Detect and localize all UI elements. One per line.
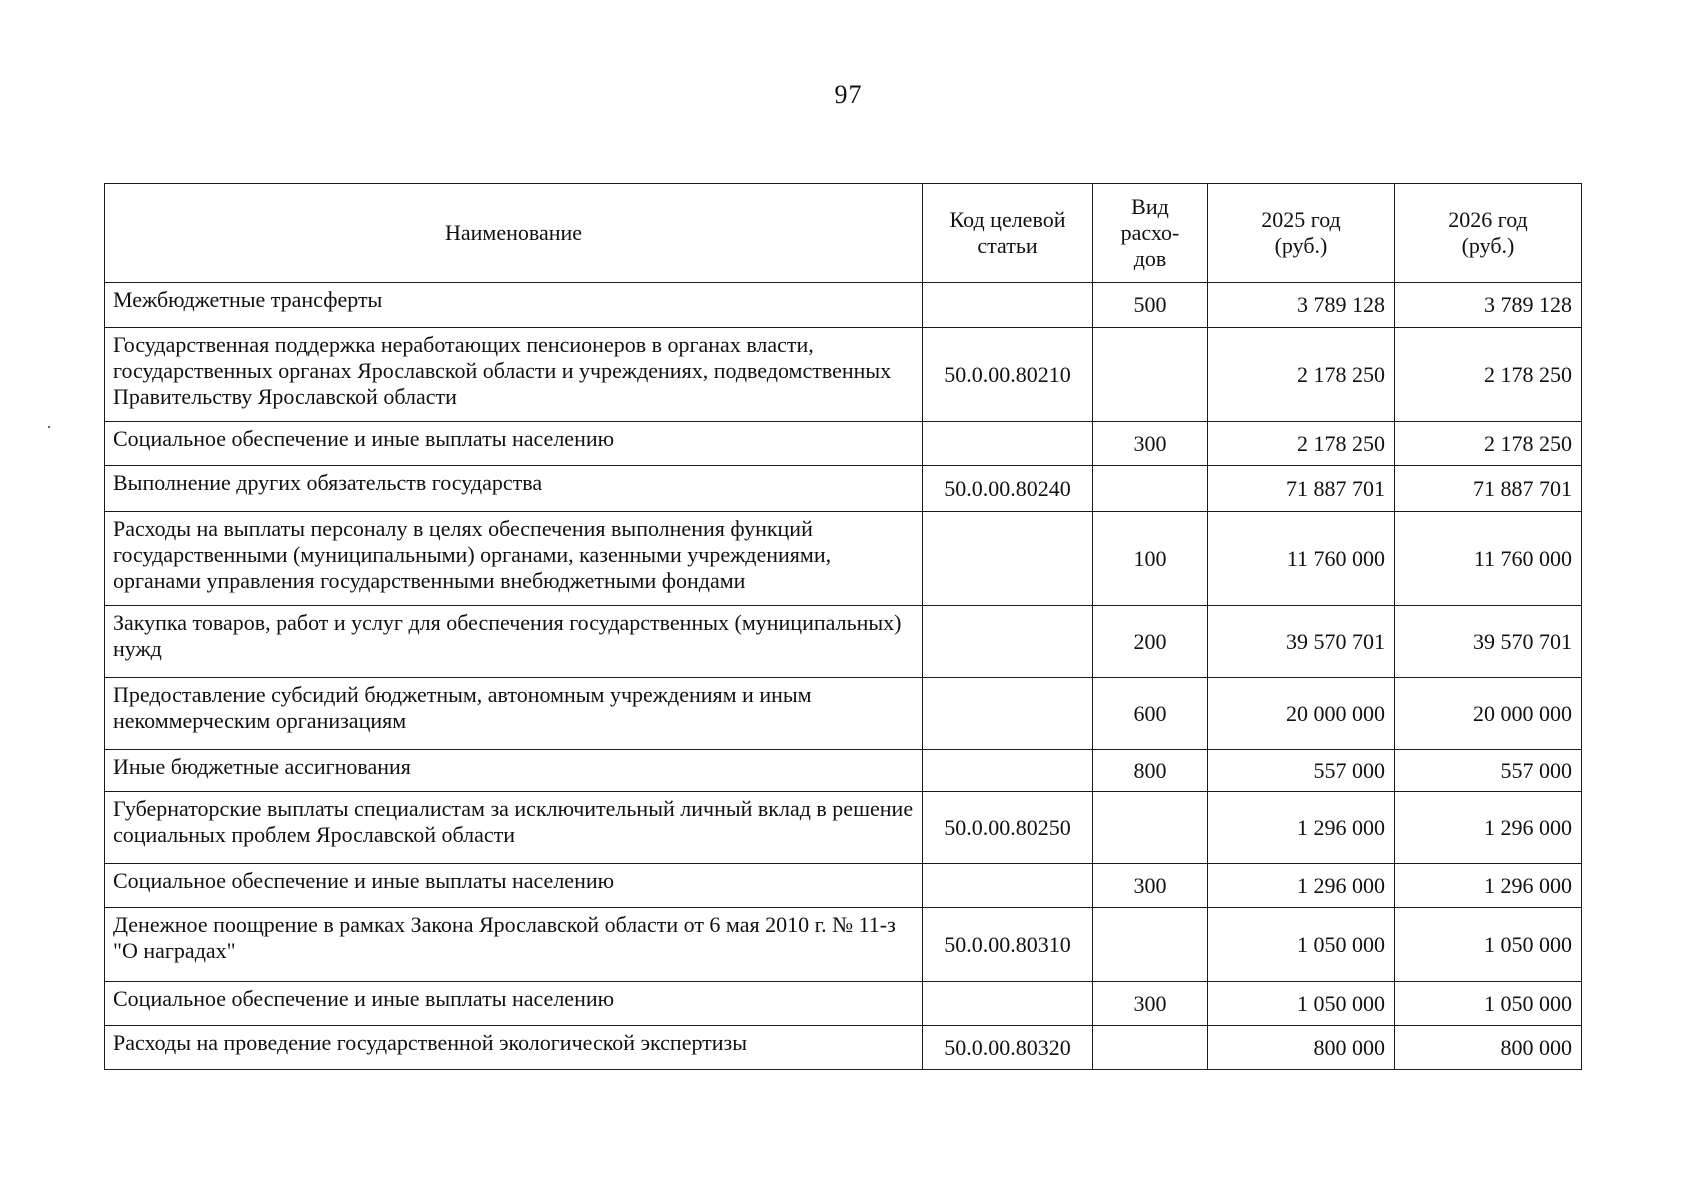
table-row [105,792,1582,864]
row-name: Социальное обеспечение и иные выплаты населению [105,422,923,466]
row-code [923,606,1093,678]
row-type [1093,908,1208,982]
header-2025: 2025 год (руб.) [1208,184,1395,283]
row-name: Государственная поддержка неработающих пенсионеров в органах власти, государственных органах Ярославской области и учреждениях, подведомственных Правительству Ярославской области [105,328,923,422]
row-code [923,678,1093,750]
row-type: 300 [1093,864,1208,908]
row-value-2025: 2 178 250 [1208,422,1395,466]
row-type: 600 [1093,678,1208,750]
row-name: Социальное обеспечение и иные выплаты населению [105,982,923,1026]
row-value-2026: 39 570 701 [1395,606,1582,678]
row-value-2026: 11 760 000 [1395,512,1582,606]
row-value-2025: 1 050 000 [1208,982,1395,1026]
table-row [105,678,1582,750]
page-number: 97 [834,80,863,109]
row-type [1093,466,1208,512]
table-row [105,982,1582,1026]
row-value-2026: 1 050 000 [1395,982,1582,1026]
row-value-2026: 1 050 000 [1395,908,1582,982]
row-type: 100 [1093,512,1208,606]
row-name: Выполнение других обязательств государства [105,466,923,512]
table-row [105,864,1582,908]
row-value-2026: 800 000 [1395,1026,1582,1070]
row-type [1093,1026,1208,1070]
row-code [923,283,1093,328]
row-type: 200 [1093,606,1208,678]
table-row [105,908,1582,982]
row-value-2025: 39 570 701 [1208,606,1395,678]
table-row [105,466,1582,512]
row-name: Расходы на выплаты персоналу в целях обеспечения выполнения функций государственными (муниципальными) органами, казенными учреждениями, органами управления государственными внебюджетными фондами [105,512,923,606]
header-2026: 2026 год (руб.) [1395,184,1582,283]
row-type: 500 [1093,283,1208,328]
row-code [923,864,1093,908]
row-name: Социальное обеспечение и иные выплаты населению [105,864,923,908]
row-type: 300 [1093,422,1208,466]
row-name: Губернаторские выплаты специалистам за исключительный личный вклад в решение социальных проблем Ярославской области [105,792,923,864]
row-code: 50.0.00.80240 [923,466,1093,512]
row-code [923,982,1093,1026]
row-name: Денежное поощрение в рамках Закона Ярославской области от 6 мая 2010 г. № 11-з "О наградах" [105,908,923,982]
table-row [105,606,1582,678]
header-type: Вид расхо- дов [1093,184,1208,283]
row-code: 50.0.00.80310 [923,908,1093,982]
table-row [105,328,1582,422]
row-code [923,512,1093,606]
row-name: Межбюджетные трансферты [105,283,923,328]
row-value-2026: 20 000 000 [1395,678,1582,750]
row-value-2025: 20 000 000 [1208,678,1395,750]
row-value-2026: 1 296 000 [1395,792,1582,864]
row-value-2026: 2 178 250 [1395,328,1582,422]
row-type [1093,792,1208,864]
budget-table [104,183,1582,1070]
row-value-2026: 71 887 701 [1395,466,1582,512]
row-code [923,422,1093,466]
row-value-2025: 71 887 701 [1208,466,1395,512]
table-row [105,750,1582,792]
row-value-2026: 1 296 000 [1395,864,1582,908]
row-code: 50.0.00.80250 [923,792,1093,864]
row-value-2026: 3 789 128 [1395,283,1582,328]
row-value-2025: 2 178 250 [1208,328,1395,422]
table-row [105,283,1582,328]
row-value-2026: 557 000 [1395,750,1582,792]
row-value-2025: 800 000 [1208,1026,1395,1070]
row-type [1093,328,1208,422]
row-code: 50.0.00.80210 [923,328,1093,422]
row-value-2025: 3 789 128 [1208,283,1395,328]
row-type: 300 [1093,982,1208,1026]
row-value-2026: 2 178 250 [1395,422,1582,466]
table-row [105,512,1582,606]
row-value-2025: 1 296 000 [1208,792,1395,864]
table-header-row [105,184,1582,283]
row-type: 800 [1093,750,1208,792]
header-code: Код целевой статьи [923,184,1093,283]
header-name: Наименование [105,184,923,283]
row-name: Предоставление субсидий бюджетным, автономным учреждениям и иным некоммерческим организациям [105,678,923,750]
scan-speck [48,426,50,428]
row-code: 50.0.00.80320 [923,1026,1093,1070]
row-value-2025: 1 296 000 [1208,864,1395,908]
row-value-2025: 1 050 000 [1208,908,1395,982]
table-row [105,1026,1582,1070]
row-value-2025: 557 000 [1208,750,1395,792]
row-name: Иные бюджетные ассигнования [105,750,923,792]
table-row [105,422,1582,466]
row-name: Закупка товаров, работ и услуг для обеспечения государственных (муниципальных) нужд [105,606,923,678]
row-name: Расходы на проведение государственной экологической экспертизы [105,1026,923,1070]
row-code [923,750,1093,792]
row-value-2025: 11 760 000 [1208,512,1395,606]
